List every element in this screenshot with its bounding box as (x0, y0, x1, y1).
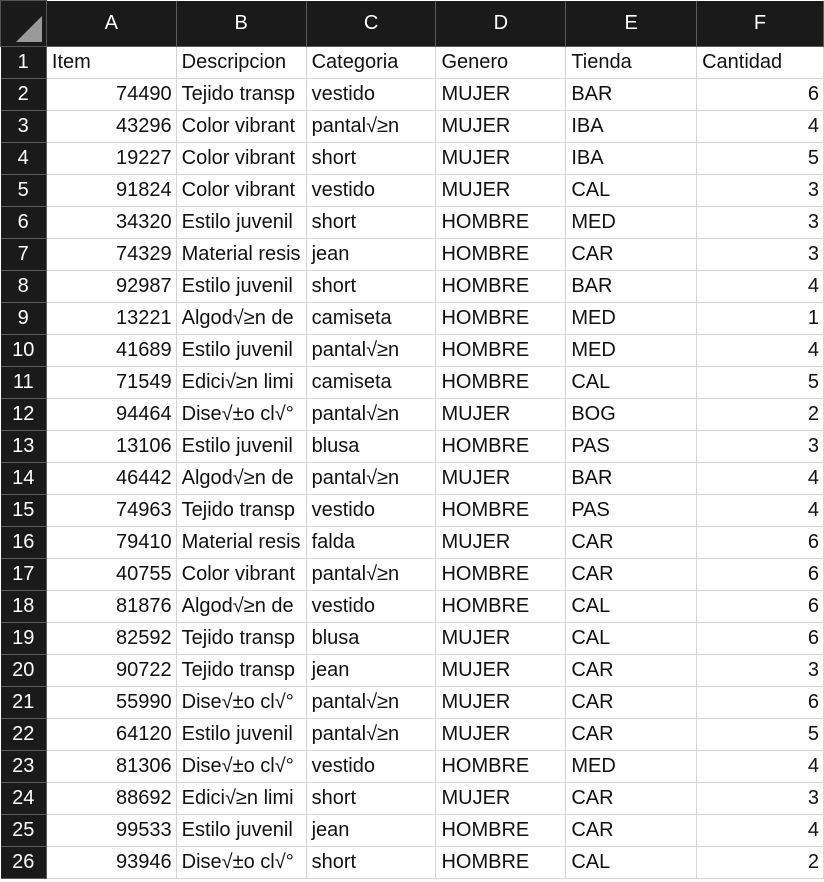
cell-header-descripcion[interactable]: Descripcion (176, 47, 306, 79)
cell-header-genero[interactable]: Genero (436, 47, 566, 79)
cell-descripcion[interactable]: Color vibrant (176, 559, 306, 591)
table-row (1, 367, 824, 399)
cell-item[interactable]: 92987 (46, 271, 176, 303)
cell-tienda[interactable]: MED (566, 751, 697, 783)
cell-descripcion[interactable]: Tejido transp (176, 79, 306, 111)
cell-categoria[interactable]: pantal√≥n (306, 687, 436, 719)
cell-genero[interactable]: MUJER (436, 79, 566, 111)
cell-item[interactable]: 74490 (46, 79, 176, 111)
cell-descripcion[interactable]: Color vibrant (176, 143, 306, 175)
cell-categoria[interactable]: pantal√≥n (306, 335, 436, 367)
cell-genero[interactable]: HOMBRE (436, 847, 566, 879)
column-header-a[interactable]: A (46, 1, 176, 47)
table-row (1, 431, 824, 463)
cell-categoria[interactable]: jean (306, 815, 436, 847)
row-header[interactable]: 15 (1, 495, 47, 527)
table-row (1, 303, 824, 335)
cell-header-tienda[interactable]: Tienda (566, 47, 697, 79)
row-header[interactable]: 1 (1, 47, 47, 79)
cell-cantidad[interactable]: 2 (697, 399, 824, 431)
cell-descripcion[interactable]: Tejido transp (176, 655, 306, 687)
cell-descripcion[interactable]: Edici√≥n limi (176, 367, 306, 399)
cell-item[interactable]: 82592 (46, 623, 176, 655)
cell-cantidad[interactable]: 4 (697, 463, 824, 495)
cell-categoria[interactable]: pantal√≥n (306, 399, 436, 431)
select-all-corner[interactable] (1, 1, 47, 47)
cell-tienda[interactable]: CAL (566, 367, 697, 399)
row-header[interactable]: 16 (1, 527, 47, 559)
cell-tienda[interactable]: IBA (566, 111, 697, 143)
row-header[interactable]: 8 (1, 271, 47, 303)
cell-descripcion[interactable]: Dise√±o cl√° (176, 399, 306, 431)
table-row (1, 623, 824, 655)
cell-genero[interactable]: HOMBRE (436, 271, 566, 303)
cell-tienda[interactable]: CAL (566, 847, 697, 879)
cell-categoria[interactable]: vestido (306, 751, 436, 783)
cell-descripcion[interactable]: Color vibrant (176, 175, 306, 207)
cell-item[interactable]: 64120 (46, 719, 176, 751)
cell-genero[interactable]: MUJER (436, 655, 566, 687)
cell-cantidad[interactable]: 5 (697, 143, 824, 175)
cell-genero[interactable]: MUJER (436, 143, 566, 175)
cell-item[interactable]: 46442 (46, 463, 176, 495)
cell-tienda[interactable]: PAS (566, 495, 697, 527)
table-row (1, 847, 824, 879)
cell-categoria[interactable]: pantal√≥n (306, 559, 436, 591)
cell-tienda[interactable]: BAR (566, 271, 697, 303)
cell-cantidad[interactable]: 4 (697, 751, 824, 783)
cell-cantidad[interactable]: 4 (697, 335, 824, 367)
cell-item[interactable]: 41689 (46, 335, 176, 367)
row-header[interactable]: 24 (1, 783, 47, 815)
cell-descripcion[interactable]: Algod√≥n de (176, 303, 306, 335)
cell-cantidad[interactable]: 6 (697, 591, 824, 623)
cell-categoria[interactable]: falda (306, 527, 436, 559)
cell-genero[interactable]: MUJER (436, 623, 566, 655)
cell-item[interactable]: 88692 (46, 783, 176, 815)
cell-categoria[interactable]: pantal√≥n (306, 111, 436, 143)
cell-cantidad[interactable]: 6 (697, 623, 824, 655)
cell-tienda[interactable]: CAR (566, 527, 697, 559)
cell-genero[interactable]: HOMBRE (436, 751, 566, 783)
cell-item[interactable]: 71549 (46, 367, 176, 399)
table-row (1, 655, 824, 687)
cell-cantidad[interactable]: 3 (697, 175, 824, 207)
row-header[interactable]: 26 (1, 847, 47, 879)
cell-item[interactable]: 40755 (46, 559, 176, 591)
cell-categoria[interactable]: short (306, 783, 436, 815)
cell-item[interactable]: 93946 (46, 847, 176, 879)
cell-cantidad[interactable]: 6 (697, 79, 824, 111)
table-row (1, 175, 824, 207)
row-header[interactable]: 22 (1, 719, 47, 751)
table-row (1, 47, 824, 79)
cell-tienda[interactable]: CAL (566, 591, 697, 623)
cell-genero[interactable]: MUJER (436, 527, 566, 559)
cell-genero[interactable]: HOMBRE (436, 207, 566, 239)
cell-descripcion[interactable]: Estilo juvenil (176, 431, 306, 463)
cell-header-item[interactable]: Item (46, 47, 176, 79)
cell-cantidad[interactable]: 3 (697, 431, 824, 463)
table-row (1, 463, 824, 495)
cell-item[interactable]: 34320 (46, 207, 176, 239)
cell-item[interactable]: 91824 (46, 175, 176, 207)
cell-tienda[interactable]: MED (566, 207, 697, 239)
cell-descripcion[interactable]: Dise√±o cl√° (176, 847, 306, 879)
cell-item[interactable]: 74963 (46, 495, 176, 527)
row-header[interactable]: 14 (1, 463, 47, 495)
cell-genero[interactable]: HOMBRE (436, 815, 566, 847)
cell-descripcion[interactable]: Dise√±o cl√° (176, 751, 306, 783)
cell-tienda[interactable]: CAR (566, 815, 697, 847)
cell-cantidad[interactable]: 6 (697, 687, 824, 719)
cell-descripcion[interactable]: Estilo juvenil (176, 271, 306, 303)
cell-categoria[interactable]: vestido (306, 175, 436, 207)
row-header[interactable]: 5 (1, 175, 47, 207)
cell-categoria[interactable]: camiseta (306, 367, 436, 399)
cell-genero[interactable]: HOMBRE (436, 367, 566, 399)
table-row (1, 783, 824, 815)
table-row (1, 559, 824, 591)
cell-tienda[interactable]: CAR (566, 239, 697, 271)
cell-categoria[interactable]: pantal√≥n (306, 719, 436, 751)
table-row (1, 751, 824, 783)
cell-genero[interactable]: MUJER (436, 719, 566, 751)
row-header[interactable]: 6 (1, 207, 47, 239)
cell-tienda[interactable]: BAR (566, 79, 697, 111)
table-row (1, 79, 824, 111)
cell-categoria[interactable]: vestido (306, 591, 436, 623)
row-header[interactable]: 12 (1, 399, 47, 431)
cell-descripcion[interactable]: Algod√≥n de (176, 591, 306, 623)
cell-genero[interactable]: MUJER (436, 111, 566, 143)
table-row (1, 527, 824, 559)
cell-item[interactable]: 94464 (46, 399, 176, 431)
cell-item[interactable]: 13221 (46, 303, 176, 335)
cell-cantidad[interactable]: 3 (697, 783, 824, 815)
cell-tienda[interactable]: PAS (566, 431, 697, 463)
column-header-f[interactable]: F (697, 1, 824, 47)
row-header[interactable]: 25 (1, 815, 47, 847)
cell-genero[interactable]: HOMBRE (436, 303, 566, 335)
cell-categoria[interactable]: pantal√≥n (306, 463, 436, 495)
cell-genero[interactable]: HOMBRE (436, 559, 566, 591)
row-header[interactable]: 7 (1, 239, 47, 271)
cell-cantidad[interactable]: 5 (697, 719, 824, 751)
cell-categoria[interactable]: camiseta (306, 303, 436, 335)
cell-genero[interactable]: HOMBRE (436, 495, 566, 527)
cell-item[interactable]: 74329 (46, 239, 176, 271)
row-header[interactable]: 19 (1, 623, 47, 655)
table-row (1, 207, 824, 239)
cell-descripcion[interactable]: Estilo juvenil (176, 719, 306, 751)
cell-genero[interactable]: MUJER (436, 399, 566, 431)
cell-descripcion[interactable]: Tejido transp (176, 623, 306, 655)
cell-cantidad[interactable]: 4 (697, 815, 824, 847)
cell-categoria[interactable]: short (306, 271, 436, 303)
column-header-d[interactable]: D (436, 1, 566, 47)
cell-item[interactable]: 79410 (46, 527, 176, 559)
column-header-b[interactable]: B (176, 1, 306, 47)
cell-descripcion[interactable]: Estilo juvenil (176, 335, 306, 367)
cell-tienda[interactable]: IBA (566, 143, 697, 175)
cell-tienda[interactable]: CAR (566, 655, 697, 687)
table-row (1, 591, 824, 623)
row-header[interactable]: 10 (1, 335, 47, 367)
cell-cantidad[interactable]: 3 (697, 207, 824, 239)
cell-cantidad[interactable]: 2 (697, 847, 824, 879)
cell-cantidad[interactable]: 3 (697, 239, 824, 271)
cell-tienda[interactable]: CAR (566, 719, 697, 751)
cell-tienda[interactable]: CAR (566, 687, 697, 719)
row-header[interactable]: 2 (1, 79, 47, 111)
cell-cantidad[interactable]: 4 (697, 111, 824, 143)
cell-genero[interactable]: HOMBRE (436, 431, 566, 463)
cell-categoria[interactable]: short (306, 143, 436, 175)
table-row (1, 399, 824, 431)
cell-categoria[interactable]: vestido (306, 79, 436, 111)
cell-descripcion[interactable]: Dise√±o cl√° (176, 687, 306, 719)
cell-tienda[interactable]: CAL (566, 175, 697, 207)
cell-header-cantidad[interactable]: Cantidad (697, 47, 824, 79)
row-header[interactable]: 17 (1, 559, 47, 591)
cell-item[interactable]: 43296 (46, 111, 176, 143)
row-header[interactable]: 13 (1, 431, 47, 463)
cell-descripcion[interactable]: Material resis (176, 527, 306, 559)
cell-categoria[interactable]: blusa (306, 623, 436, 655)
cell-header-categoria[interactable]: Categoria (306, 47, 436, 79)
cell-item[interactable]: 19227 (46, 143, 176, 175)
cell-cantidad[interactable]: 1 (697, 303, 824, 335)
table-row (1, 719, 824, 751)
cell-item[interactable]: 55990 (46, 687, 176, 719)
cell-genero[interactable]: HOMBRE (436, 335, 566, 367)
row-header[interactable]: 9 (1, 303, 47, 335)
cell-categoria[interactable]: short (306, 207, 436, 239)
cell-item[interactable]: 81306 (46, 751, 176, 783)
cell-genero[interactable]: MUJER (436, 175, 566, 207)
cell-descripcion[interactable]: Edici√≥n limi (176, 783, 306, 815)
cell-categoria[interactable]: jean (306, 655, 436, 687)
cell-item[interactable]: 99533 (46, 815, 176, 847)
cell-genero[interactable]: MUJER (436, 783, 566, 815)
cell-tienda[interactable]: CAR (566, 559, 697, 591)
row-header[interactable]: 20 (1, 655, 47, 687)
cell-descripcion[interactable]: Algod√≥n de (176, 463, 306, 495)
cell-genero[interactable]: MUJER (436, 687, 566, 719)
row-header[interactable]: 3 (1, 111, 47, 143)
table-row (1, 687, 824, 719)
cell-genero[interactable]: HOMBRE (436, 591, 566, 623)
cell-tienda[interactable]: MED (566, 303, 697, 335)
cell-tienda[interactable]: BAR (566, 463, 697, 495)
cell-item[interactable]: 13106 (46, 431, 176, 463)
table-row (1, 815, 824, 847)
table-row (1, 271, 824, 303)
column-header-e[interactable]: E (566, 1, 697, 47)
cell-categoria[interactable]: vestido (306, 495, 436, 527)
cell-categoria[interactable]: jean (306, 239, 436, 271)
cell-descripcion[interactable]: Estilo juvenil (176, 815, 306, 847)
row-header[interactable]: 21 (1, 687, 47, 719)
cell-cantidad[interactable]: 3 (697, 655, 824, 687)
cell-descripcion[interactable]: Material resis (176, 239, 306, 271)
table-row (1, 111, 824, 143)
column-header-c[interactable]: C (306, 1, 436, 47)
cell-cantidad[interactable]: 6 (697, 559, 824, 591)
cell-genero[interactable]: MUJER (436, 463, 566, 495)
cell-categoria[interactable]: short (306, 847, 436, 879)
cell-cantidad[interactable]: 5 (697, 367, 824, 399)
table-row (1, 239, 824, 271)
cell-descripcion[interactable]: Color vibrant (176, 111, 306, 143)
cell-item[interactable]: 90722 (46, 655, 176, 687)
cell-tienda[interactable]: BOG (566, 399, 697, 431)
cell-tienda[interactable]: CAR (566, 783, 697, 815)
table-row (1, 335, 824, 367)
row-header[interactable]: 4 (1, 143, 47, 175)
cell-descripcion[interactable]: Estilo juvenil (176, 207, 306, 239)
table-row (1, 143, 824, 175)
cell-cantidad[interactable]: 6 (697, 527, 824, 559)
cell-cantidad[interactable]: 4 (697, 495, 824, 527)
cell-item[interactable]: 81876 (46, 591, 176, 623)
cell-genero[interactable]: HOMBRE (436, 239, 566, 271)
table-row (1, 495, 824, 527)
cell-tienda[interactable]: MED (566, 335, 697, 367)
cell-categoria[interactable]: blusa (306, 431, 436, 463)
row-header[interactable]: 11 (1, 367, 47, 399)
row-header[interactable]: 23 (1, 751, 47, 783)
row-header[interactable]: 18 (1, 591, 47, 623)
cell-tienda[interactable]: CAL (566, 623, 697, 655)
cell-cantidad[interactable]: 4 (697, 271, 824, 303)
cell-descripcion[interactable]: Tejido transp (176, 495, 306, 527)
